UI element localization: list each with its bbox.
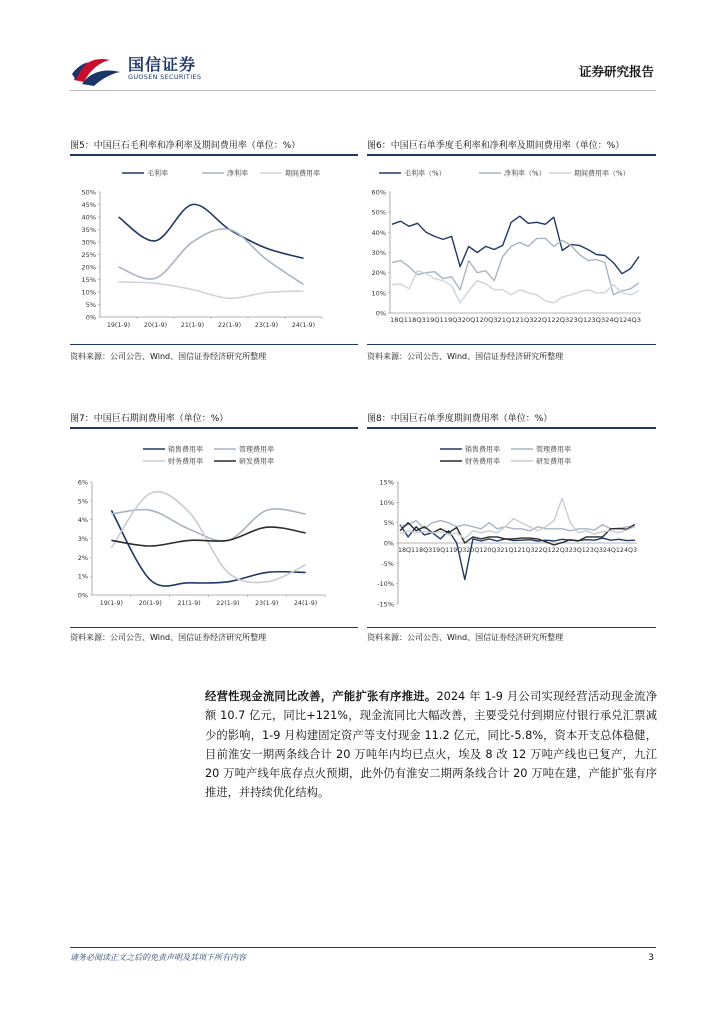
x-tick-label: 19Q3 xyxy=(443,317,462,324)
figure-5-title-rule xyxy=(70,154,358,156)
figure-7-title-rule xyxy=(70,427,358,429)
legend-label: 财务费用率 xyxy=(168,457,203,466)
figure-6-title: 图6：中国巨石单季度毛利率和净利率及期间费用率（单位：%） xyxy=(367,141,625,151)
y-tick-label: 5% xyxy=(383,519,394,528)
page-header xyxy=(70,50,656,92)
y-tick-label: 15% xyxy=(379,478,394,487)
guosen-logo xyxy=(70,50,210,88)
series-line xyxy=(400,521,635,531)
x-tick-label: 20(1-9) xyxy=(143,322,168,329)
y-tick-label: -10% xyxy=(377,580,394,589)
legend-label: 期间费用率（%） xyxy=(574,169,630,178)
x-tick-label: 24Q1 xyxy=(602,547,620,554)
x-tick-label: 19Q1 xyxy=(432,547,450,554)
y-tick-label: 10% xyxy=(379,498,394,507)
logo-chinese-name: 国信证券 xyxy=(128,55,197,74)
x-tick-label: 20Q3 xyxy=(479,317,498,324)
series-line xyxy=(111,509,305,541)
y-tick-label: 5% xyxy=(85,301,96,309)
x-tick-label: 24Q3 xyxy=(619,547,638,554)
x-tick-label: 20Q1 xyxy=(461,317,480,324)
x-tick-label: 22Q1 xyxy=(534,547,552,554)
legend-label: 净利率（%） xyxy=(504,169,546,178)
y-tick-label: 45% xyxy=(81,201,96,209)
series-line xyxy=(400,498,635,539)
y-tick-label: 10% xyxy=(371,289,386,298)
legend-label: 销售费用率 xyxy=(465,445,500,454)
guosen-logo-mark xyxy=(70,50,124,88)
x-tick-label: 20Q3 xyxy=(483,547,501,554)
legend-label: 财务费用率 xyxy=(465,457,500,466)
x-tick-label: 21Q3 xyxy=(515,317,534,324)
y-tick-label: 50% xyxy=(81,188,96,197)
x-tick-label: 22(1-9) xyxy=(216,600,240,607)
x-tick-label: 19Q3 xyxy=(449,547,467,554)
figure-5-title: 图5：中国巨石毛利率和净利率及期间费用率（单位：%） xyxy=(70,141,301,151)
figure-8-title-rule xyxy=(367,427,656,429)
x-tick-label: 20Q1 xyxy=(466,547,484,554)
figure-7-source-rule xyxy=(70,627,358,628)
x-tick-label: 20(1-9) xyxy=(138,600,162,607)
legend-label: 净利率 xyxy=(227,169,248,178)
figure-6-source: 资料来源：公司公告、Wind、国信证券经济研究所整理 xyxy=(367,352,564,361)
legend-label: 销售费用率 xyxy=(168,445,203,454)
legend-label: 毛利率 xyxy=(147,169,168,178)
y-tick-label: 0% xyxy=(77,591,88,600)
x-tick-label: 21Q1 xyxy=(497,317,516,324)
legend-label: 研发费用率 xyxy=(536,457,571,466)
legend-label: 管理费用率 xyxy=(239,445,274,454)
figure-5-source-rule xyxy=(70,344,358,345)
x-tick-label: 18Q3 xyxy=(415,547,433,554)
figure-7-title: 图7：中国巨石期间费用率（单位：%） xyxy=(70,414,229,424)
y-tick-label: 30% xyxy=(371,249,386,257)
x-tick-label: 23(1-9) xyxy=(254,322,279,329)
legend-label: 研发费用率 xyxy=(239,457,274,466)
page-number: 3 xyxy=(648,953,654,963)
y-tick-label: 2% xyxy=(77,553,88,562)
x-tick-label: 22Q3 xyxy=(551,317,570,324)
y-tick-label: 4% xyxy=(77,516,88,525)
x-tick-label: 21(1-9) xyxy=(177,600,201,607)
logo-english-name: GUOSEN SECURITIES xyxy=(128,73,202,81)
figure-6-chart xyxy=(367,160,656,338)
x-tick-label: 23(1-9) xyxy=(255,600,279,607)
x-tick-label: 21(1-9) xyxy=(180,322,205,329)
figure-5-chart xyxy=(70,160,358,338)
figure-7-chart xyxy=(70,432,358,624)
series-line xyxy=(119,229,304,285)
x-tick-label: 24(1-9) xyxy=(293,600,318,607)
x-tick-label: 23Q1 xyxy=(568,547,586,554)
y-tick-label: 6% xyxy=(77,478,88,487)
y-tick-label: 0% xyxy=(85,313,96,322)
y-tick-label: -5% xyxy=(381,559,394,568)
y-tick-label: 25% xyxy=(81,251,96,259)
body-paragraph xyxy=(205,687,657,803)
x-tick-label: 24(1-9) xyxy=(291,322,316,329)
figure-8-source: 资料来源：公司公告、Wind、国信证券经济研究所整理 xyxy=(367,633,564,642)
paragraph-lead: 经营性现金流同比改善，产能扩张有序推进。 xyxy=(205,690,437,703)
y-tick-label: 40% xyxy=(371,228,386,237)
x-tick-label: 18Q1 xyxy=(390,317,408,324)
footer-divider xyxy=(70,947,656,948)
x-tick-label: 19(1-9) xyxy=(99,600,124,607)
y-tick-label: 30% xyxy=(81,238,96,247)
y-tick-label: 0% xyxy=(383,539,394,548)
figure-6-title-rule xyxy=(367,154,656,156)
x-tick-label: 24Q1 xyxy=(605,317,624,324)
x-tick-label: 22Q3 xyxy=(551,547,569,554)
x-tick-label: 22Q1 xyxy=(533,317,552,324)
x-tick-label: 24Q3 xyxy=(623,317,642,324)
y-tick-label: 0% xyxy=(375,309,386,318)
legend-label: 期间费用率 xyxy=(285,169,320,178)
x-tick-label: 23Q1 xyxy=(569,317,588,324)
figure-6-source-rule xyxy=(367,344,656,345)
x-tick-label: 18Q3 xyxy=(407,317,426,324)
y-tick-label: -15% xyxy=(377,600,394,609)
y-tick-label: 20% xyxy=(371,269,386,278)
x-tick-label: 21Q3 xyxy=(517,547,535,554)
header-divider xyxy=(70,90,656,91)
legend-label: 毛利率（%） xyxy=(404,169,446,178)
figure-8-title: 图8：中国巨石单季度期间费用率（单位：%） xyxy=(367,414,553,424)
y-tick-label: 5% xyxy=(77,497,88,506)
report-type-label: 证券研究报告 xyxy=(578,64,654,79)
legend-label: 管理费用率 xyxy=(536,445,571,454)
y-tick-label: 1% xyxy=(77,572,88,581)
paragraph-text: 2024 年 1-9 月公司实现经营活动现金流净额 10.7 亿元，同比+121%，现金流同比大幅改善，主要受兑付到期应付银行承兑汇票减少的影响，1-9 月构建固定资产等支付现金 11.2 亿元，同比-5.8%，资本开支总体稳健，目前淮安一期两条线合计 20 万吨年内均已点火，埃及 8 改 12 万吨产线也已复产，九江 20 万吨产线年底存点火预期，此外仍有淮安二期两条线合计 20 万吨在建，产能扩张有序推进，并持续优化结构。 xyxy=(205,690,657,800)
footer-disclaimer: 请务必阅读正文之后的免责声明及其项下所有内容 xyxy=(70,953,246,962)
y-tick-label: 35% xyxy=(81,226,96,234)
x-tick-label: 18Q1 xyxy=(398,547,416,554)
y-tick-label: 50% xyxy=(371,208,386,217)
x-tick-label: 19Q1 xyxy=(425,317,444,324)
series-line xyxy=(119,282,304,298)
series-line xyxy=(111,510,305,586)
figure-8-source-rule xyxy=(367,627,656,628)
x-tick-label: 21Q1 xyxy=(500,547,518,554)
x-tick-label: 23Q3 xyxy=(585,547,603,554)
x-tick-label: 19(1-9) xyxy=(106,322,131,329)
y-tick-label: 20% xyxy=(81,263,96,272)
series-line xyxy=(392,238,639,294)
figure-8-chart xyxy=(367,432,656,624)
x-tick-label: 22(1-9) xyxy=(217,322,242,329)
figure-5-source: 资料来源：公司公告、Wind、国信证券经济研究所整理 xyxy=(70,352,267,361)
series-line xyxy=(392,271,639,303)
y-tick-label: 15% xyxy=(81,276,96,284)
x-tick-label: 23Q3 xyxy=(587,317,606,324)
figure-7-source: 资料来源：公司公告、Wind、国信证券经济研究所整理 xyxy=(70,633,267,642)
y-tick-label: 10% xyxy=(81,288,96,297)
y-tick-label: 3% xyxy=(77,535,88,543)
y-tick-label: 40% xyxy=(81,213,96,222)
y-tick-label: 60% xyxy=(371,188,386,197)
